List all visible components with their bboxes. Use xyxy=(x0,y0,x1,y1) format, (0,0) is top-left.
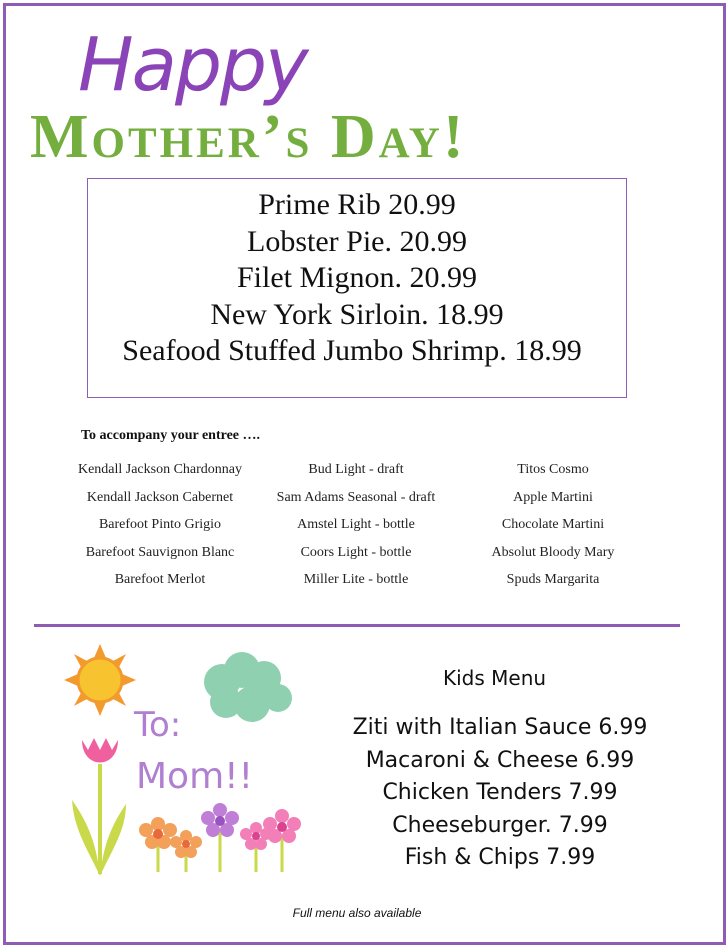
drink-item: Barefoot Merlot xyxy=(114,572,206,587)
note-line-mom: Mom!! xyxy=(136,756,254,797)
entree-item: Lobster Pie. 20.99 xyxy=(247,224,467,258)
note-line-to: To: xyxy=(134,705,182,745)
mothers-day-illustration xyxy=(60,640,310,885)
drink-item: Apple Martini xyxy=(513,489,593,505)
kids-menu-item: Chicken Tenders 7.99 xyxy=(382,780,618,805)
drink-item: Barefoot Pinto Grigio xyxy=(98,517,222,532)
kids-menu-title: Kids Menu xyxy=(443,666,547,690)
drink-item: Chocolate Martini xyxy=(501,517,605,532)
entree-item: Filet Mignon. 20.99 xyxy=(236,261,477,294)
drink-item: Sam Adams Seasonal - draft xyxy=(276,489,436,505)
drink-item: Coors Light - bottle xyxy=(300,544,412,560)
tulip-icon xyxy=(72,738,126,876)
drink-item: Amstel Light - bottle xyxy=(297,517,415,532)
drink-item: Spuds Margarita xyxy=(506,572,600,587)
full-menu-note: Full menu also available xyxy=(292,906,422,920)
entree-item: Seafood Stuffed Jumbo Shrimp. 18.99 xyxy=(122,334,582,367)
kids-menu-list xyxy=(320,712,680,875)
drink-item: Absolut Bloody Mary xyxy=(491,544,615,560)
cloud-icon xyxy=(204,652,292,722)
mothers-day-heading: Mother’s Day! xyxy=(30,103,467,171)
beer-column xyxy=(251,456,461,594)
flower-icon xyxy=(139,803,301,872)
drink-item: Miller Lite - bottle xyxy=(303,572,409,587)
drink-item: Kendall Jackson Cabernet xyxy=(86,489,234,505)
sun-icon xyxy=(64,644,136,716)
kids-menu-item: Macaroni & Cheese 6.99 xyxy=(365,747,635,773)
wine-column xyxy=(55,456,265,594)
kids-menu-item: Fish & Chips 7.99 xyxy=(404,845,596,870)
happy-heading: Happy xyxy=(78,22,307,108)
drink-item: Titos Cosmo xyxy=(517,462,589,477)
drinks-heading: To accompany your entree …. xyxy=(81,428,261,443)
kids-menu-item: Ziti with Italian Sauce 6.99 xyxy=(352,715,648,740)
kids-menu-item: Cheeseburger. 7.99 xyxy=(392,812,608,838)
cocktail-column xyxy=(448,456,658,594)
entree-item: Prime Rib 20.99 xyxy=(258,188,456,221)
drink-item: Barefoot Sauvignon Blanc xyxy=(85,544,235,560)
drink-item: Bud Light - draft xyxy=(308,462,404,477)
entree-list xyxy=(88,187,626,370)
entree-item: New York Sirloin. 18.99 xyxy=(210,297,504,331)
section-divider xyxy=(34,624,680,627)
drink-item: Kendall Jackson Chardonnay xyxy=(77,462,243,477)
entree-box xyxy=(87,178,627,398)
